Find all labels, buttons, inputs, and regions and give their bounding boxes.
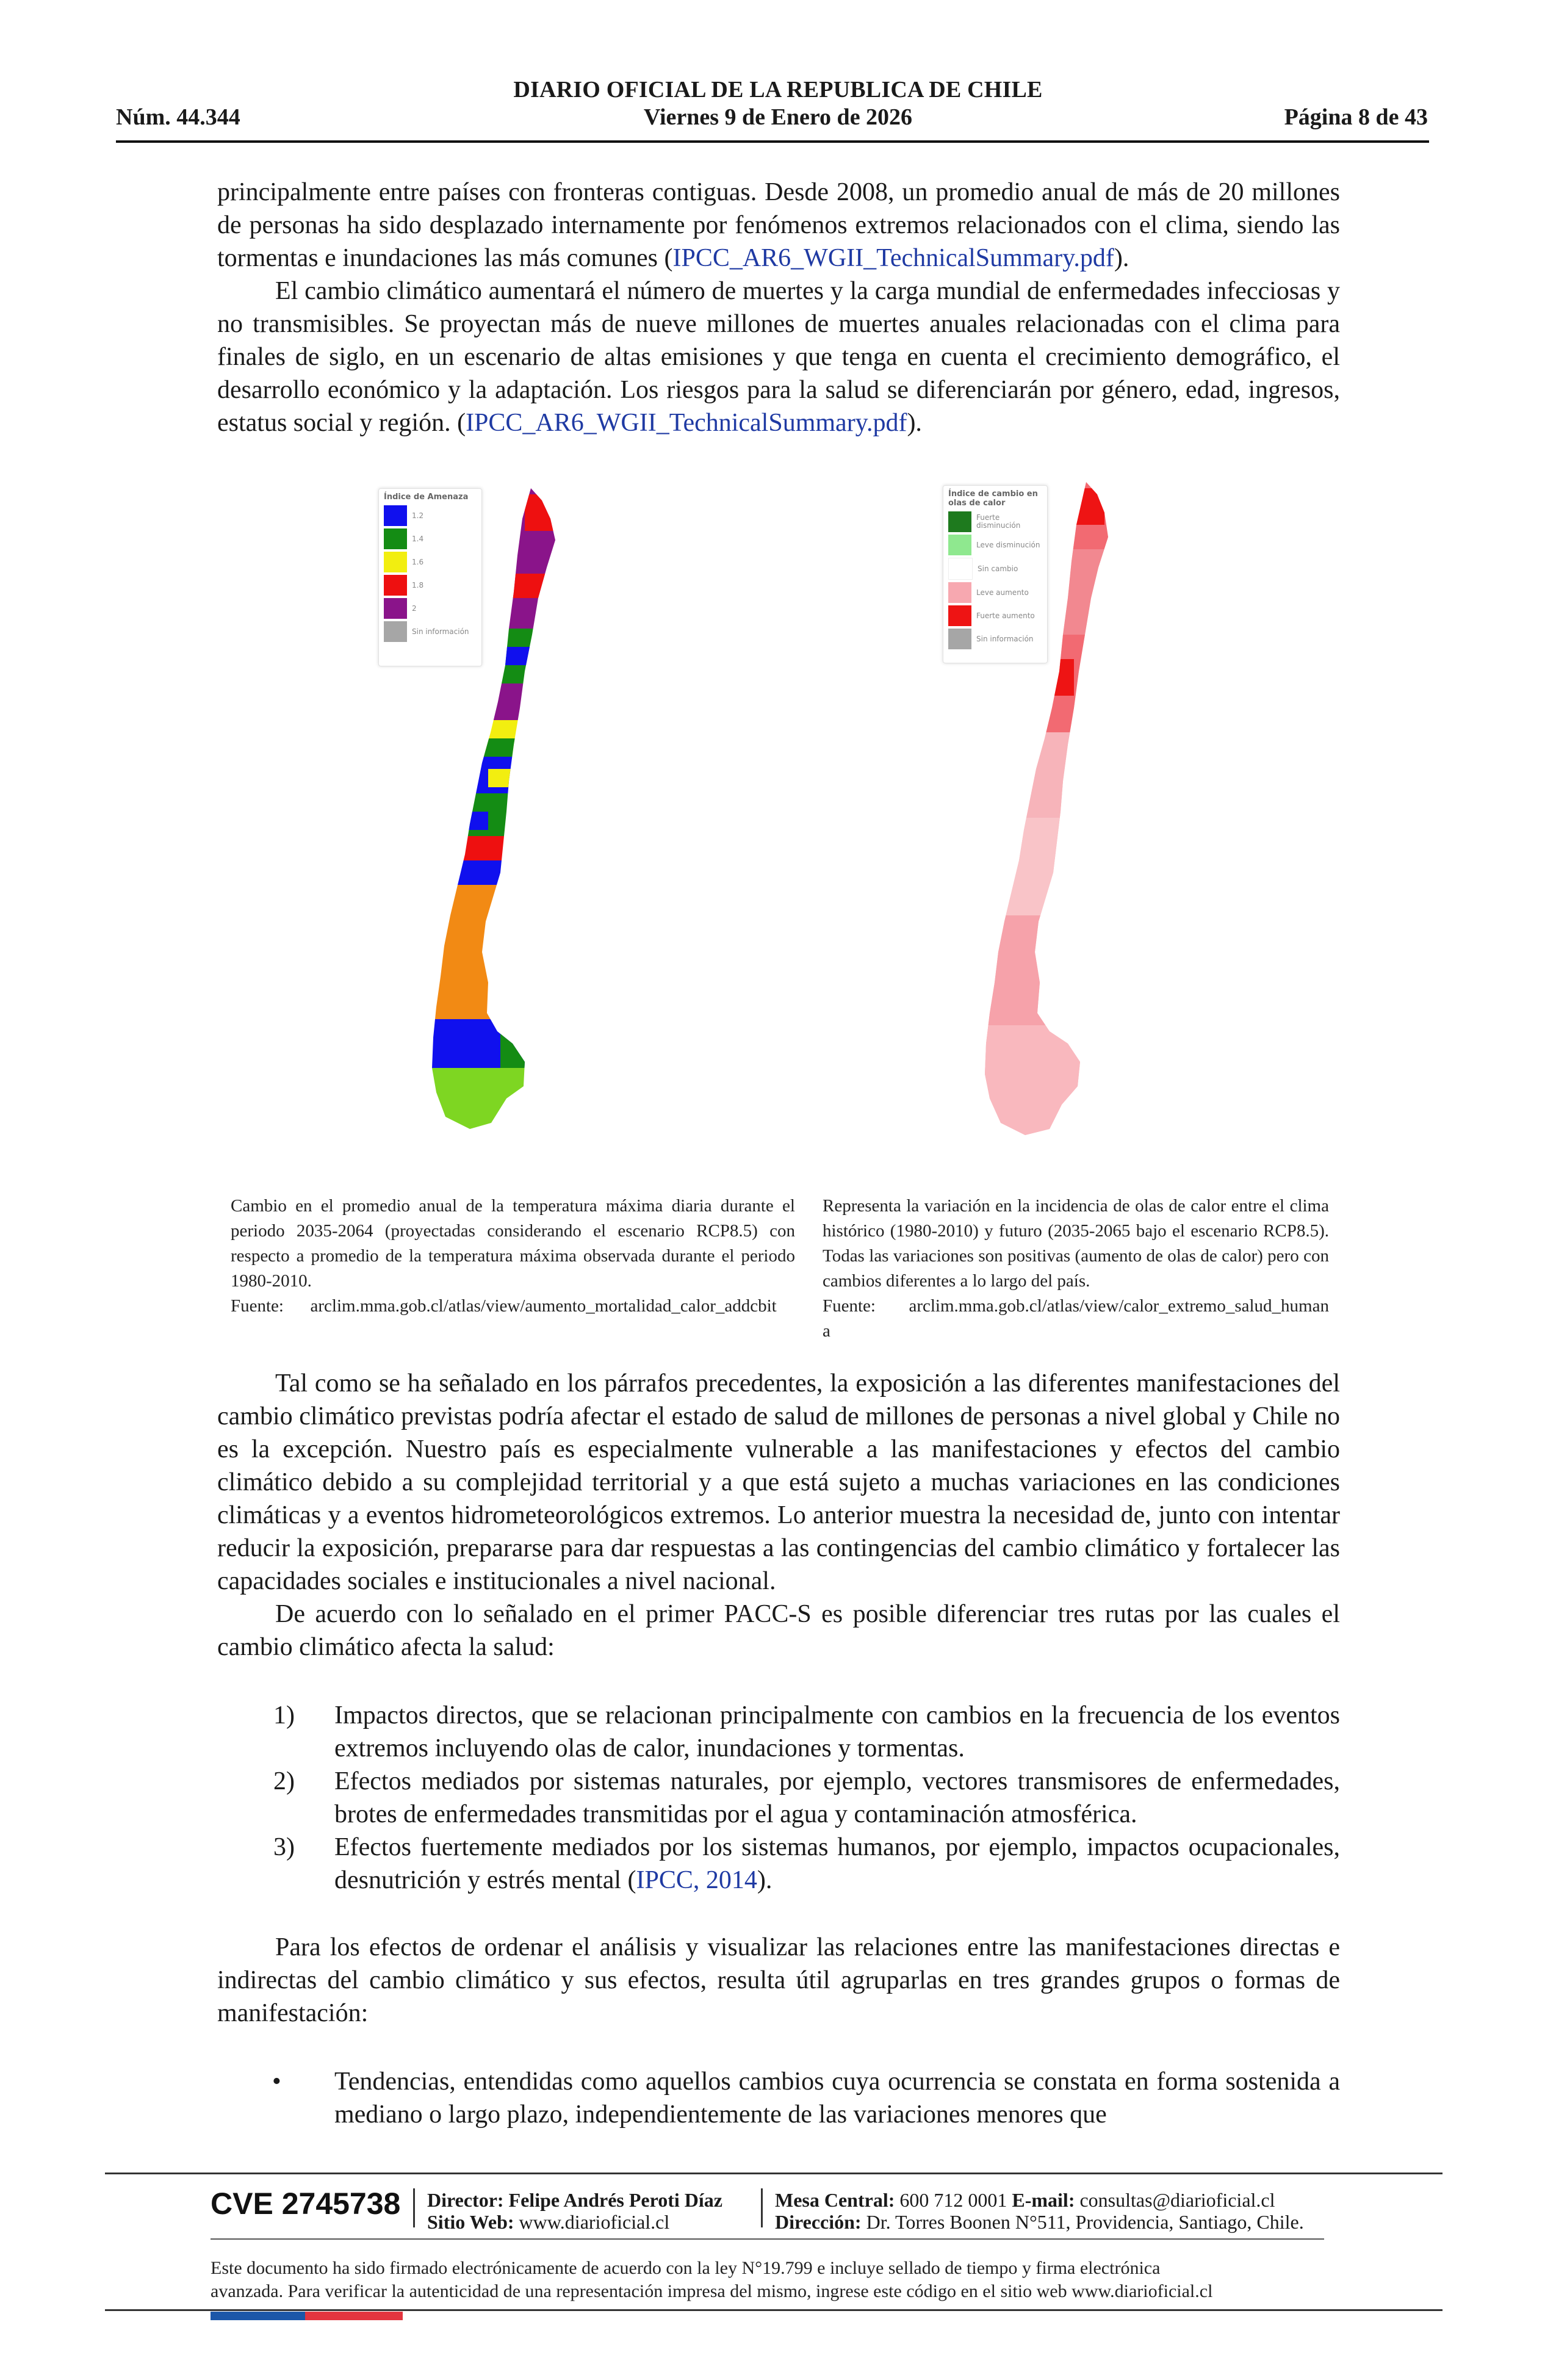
footer-note-1: Este documento ha sido firmado electrónicamente de acuerdo con la ley N°19.799 e incluye sellado de tiempo y firma electrónica (211, 2258, 1161, 2278)
paragraph-3: Tal como se ha señalado en los párrafos precedentes, la exposición a las diferentes manifestaciones del cambio climático previstas podría afectar el estado de salud de millones de personas a nivel global y Chile no es la excepción. Nuestro país es especialmente vulnerable a las manifestaciones y efectos del cambio climático debido a su complejidad territorial y a que está sujeto a muchas variaciones en las condiciones climáticas y a eventos hidrometeorológicos extremos. Lo anterior muestra la necesidad de, junto con intentar reducir la exposición, prepararse para dar respuestas a las contingencias del cambio climático y fortalecer las capacidades sociales e institucionales a nivel nacional. (217, 1369, 1340, 1595)
footer-director: Director: Felipe Andrés Peroti Díaz (427, 2189, 722, 2211)
flag-stripe-red (305, 2312, 403, 2320)
caption-right: Representa la variación en la incidencia de olas de calor entre el clima histórico (1980-2010) y futuro (2035-2065 bajo el escenario RCP8.5). Todas las variaciones son positivas (aumento de olas de calor) pero con cambios diferentes a lo largo del país. Fuente: arclim.mma.gob.cl/atlas/view/calor_extremo_salud_humana (823, 1194, 1329, 1344)
legend-item: 1.2 (379, 504, 481, 527)
footer-rule-top (105, 2173, 1443, 2174)
footer-mesa: Mesa Central: 600 712 0001 E-mail: consultas@diarioficial.cl (775, 2189, 1275, 2211)
caption-right-source: Fuente: arclim.mma.gob.cl/atlas/view/calor_extremo_salud_humana (823, 1296, 1329, 1341)
ipcc-technical-summary-link[interactable]: IPCC_AR6_WGII_TechnicalSummary.pdf (672, 244, 1114, 272)
footer-web: Sitio Web: www.diarioficial.cl (427, 2211, 670, 2233)
legend-title: Índice de cambio en olas de calor (948, 489, 1038, 508)
intro-paragraph-2: El cambio climático aumentará el número de muertes y la carga mundial de enfermedades infecciosas y no transmisibles. Se proyectan más de nueve millones de muertes anuales relacionadas con el clima para finales de siglo, en un escenario de altas emisiones y que tenga en cuenta el crecimiento demográfico, el desarrollo económico y la adaptación. Los riesgos para la salud se diferenciarán por género, edad, ingresos, estatus social y región. (IPCC_AR6_WGII_TechnicalSummary.pdf). (217, 277, 1340, 437)
footer-web-link[interactable]: www.diarioficial.cl (519, 2211, 670, 2233)
intro-paragraph-1: principalmente entre países con fronteras contiguas. Desde 2008, un promedio anual de más de 20 millones de personas ha sido desplazado internamente por fenómenos extremos relacionados con el clima, siendo las tormentas e inundaciones las más comunes (IPCC_AR6_WGII_TechnicalSummary.pdf). (217, 178, 1340, 272)
legend-item: 1.4 (379, 527, 481, 550)
legend-swatch (384, 552, 407, 572)
caption-left: Cambio en el promedio anual de la temperatura máxima diaria durante el periodo 2035-2064 (proyectadas considerando el escenario RCP8.5) con respecto a promedio de la temperatura máxima observada durante el periodo 1980-2010. Fuente: arclim.mma.gob.cl/atlas/view/aumento_mortalidad_calor_addcbit (231, 1194, 795, 1319)
footer-note-2: avanzada. Para verificar la autenticidad de una representación impresa del mismo, ingrese este código en el sitio web www.diarioficial.cl (211, 2281, 1213, 2301)
legend-item: Fuerte disminución (943, 510, 1047, 533)
list-number-3: 3) (273, 1833, 295, 1861)
legend-item: Leve aumento (943, 581, 1047, 604)
footer-rule-mid (211, 2238, 1324, 2240)
footer-separator (761, 2188, 763, 2227)
caption-left-source: Fuente: arclim.mma.gob.cl/atlas/view/aumento_mortalidad_calor_addcbit (231, 1296, 777, 1316)
issue-date: Viernes 9 de Enero de 2026 (643, 104, 913, 130)
legend-swatch (384, 598, 407, 619)
ipcc-technical-summary-link-2[interactable]: IPCC_AR6_WGII_TechnicalSummary.pdf (466, 409, 907, 437)
list-text-3: Efectos fuertemente mediados por los sistemas humanos, por ejemplo, impactos ocupacionales, desnutrición y estrés mental (IPCC, 2014). (334, 1833, 1340, 1894)
legend-item: Sin información (379, 620, 481, 643)
paragraph-5: Para los efectos de ordenar el análisis y visualizar las relaciones entre las manifestaciones directas e indirectas del cambio climático y sus efectos, resulta útil agruparlas en tres grandes grupos o formas de manifestación: (217, 1933, 1340, 2027)
header-rule (116, 140, 1429, 143)
ipcc-2014-link[interactable]: IPCC, 2014 (636, 1866, 757, 1894)
legend-swatch (384, 528, 407, 549)
footer-address: Dirección: Dr. Torres Boonen N°511, Providencia, Santiago, Chile. (775, 2211, 1304, 2233)
legend-item: Fuerte aumento (943, 604, 1047, 627)
bullet-mark: • (272, 2068, 281, 2096)
footer-email-link[interactable]: consultas@diarioficial.cl (1079, 2189, 1275, 2211)
cve-code: CVE 2745738 (211, 2187, 401, 2221)
legend-swatch (948, 629, 971, 649)
paragraph-5-wrap (217, 1931, 1340, 2030)
body-section (217, 1367, 1340, 1664)
newspaper-title: DIARIO OFICIAL DE LA REPUBLICA DE CHILE (513, 77, 1043, 103)
legend-swatch (948, 511, 971, 532)
legend-swatch (948, 605, 971, 626)
legend-olas-calor (943, 485, 1048, 663)
bullet-text: Tendencias, entendidas como aquellos cambios cuya ocurrencia se constata en forma sostenida a mediano o largo plazo, independientemente de las variaciones menores que (334, 2068, 1340, 2129)
legend-swatch (948, 558, 973, 580)
legend-item: Sin información (943, 627, 1047, 651)
legend-swatch (384, 575, 407, 596)
footer-separator (413, 2188, 415, 2227)
paragraph-4: De acuerdo con lo señalado en el primer PACC-S es posible diferenciar tres rutas por las cuales el cambio climático afecta la salud: (217, 1600, 1340, 1661)
legend-title: Índice de Amenaza (384, 492, 469, 502)
list-number-1: 1) (273, 1701, 295, 1729)
intro-section (217, 176, 1340, 439)
page-number: Página 8 de 43 (1284, 104, 1428, 130)
legend-swatch (948, 582, 971, 603)
issue-number: Núm. 44.344 (116, 104, 240, 130)
legend-swatch (384, 505, 407, 526)
legend-amenaza (378, 488, 482, 666)
list-text-1: Impactos directos, que se relacionan principalmente con cambios en la frecuencia de los eventos extremos incluyendo olas de calor, inundaciones y tormentas. (334, 1701, 1340, 1762)
footer-rule-bottom (105, 2309, 1443, 2311)
legend-swatch (384, 621, 407, 642)
legend-swatch (948, 535, 971, 555)
list-text-2: Efectos mediados por sistemas naturales, por ejemplo, vectores transmisores de enfermedades, brotes de enfermedades transmitidas por el agua y contaminación atmosférica. (334, 1767, 1340, 1828)
legend-item: 1.6 (379, 550, 481, 574)
flag-stripe-blue (211, 2312, 305, 2320)
legend-item: 1.8 (379, 574, 481, 597)
list-number-2: 2) (273, 1767, 295, 1795)
legend-item: Sin cambio (943, 557, 1047, 581)
legend-item: 2 (379, 597, 481, 620)
legend-item: Leve disminución (943, 533, 1047, 557)
